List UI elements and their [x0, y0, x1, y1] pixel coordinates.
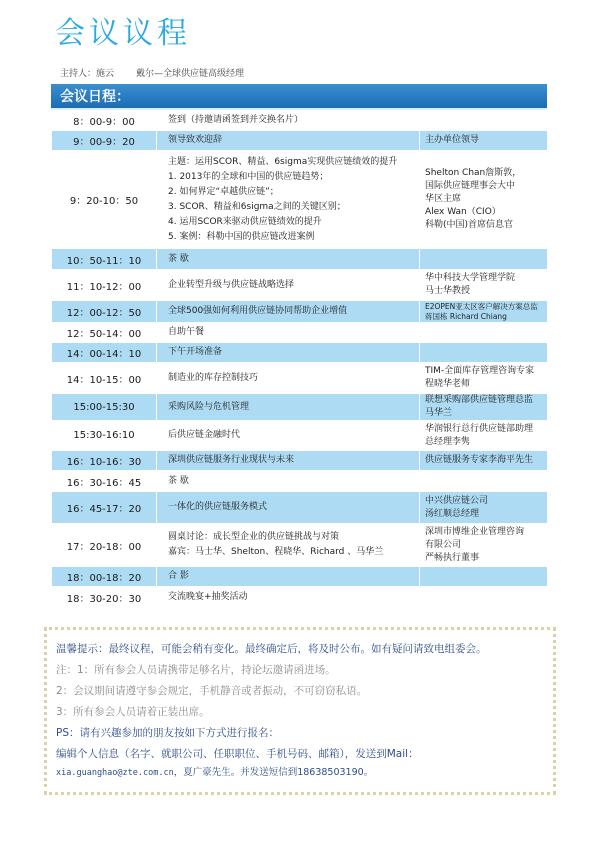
- topic-line: 1. 2013年的全球和中国的供应链趋势；: [168, 171, 329, 182]
- schedule-row: [52, 301, 548, 323]
- speaker-line: 严畅执行董事: [425, 552, 480, 563]
- speaker-line: 华中科技大学管理学院: [425, 273, 516, 283]
- row-time: 18：00-18：20: [52, 567, 157, 587]
- schedule-row: [52, 131, 548, 151]
- row-speaker: [420, 249, 548, 270]
- page-title: 会议议程: [55, 16, 191, 51]
- row-topic: [157, 587, 420, 608]
- row-speaker: [420, 421, 548, 451]
- row-topic: [157, 363, 420, 394]
- row-topic: [157, 301, 420, 323]
- row-speaker: [420, 567, 548, 587]
- speaker-line: 马士华教授: [425, 286, 471, 296]
- schedule-row: [52, 587, 548, 608]
- notes-contact: 编辑个人信息（名字、就职公司、任职职位、手机号码、邮箱），发送到Mail：: [56, 748, 419, 760]
- speaker-line: 华润银行总行供应链部助理: [425, 423, 534, 434]
- notes-email-line: [56, 766, 553, 780]
- topic-line: 自助午餐: [168, 327, 205, 337]
- row-topic: [157, 524, 420, 567]
- row-speaker: [420, 492, 548, 524]
- speaker-line: 华区主席: [425, 194, 462, 204]
- topic-line: 茶 歇: [168, 475, 189, 486]
- schedule-row: [52, 249, 548, 270]
- speaker-line: TIM-全面库存管理咨询专家: [425, 366, 535, 376]
- schedule-table: [51, 110, 548, 608]
- speaker-line: Shelton Chan詹斯敦，: [425, 168, 522, 178]
- schedule-row: [52, 323, 548, 343]
- host-label: 主持人：施云: [60, 69, 115, 79]
- schedule-row: [52, 363, 548, 394]
- row-speaker: [420, 451, 548, 471]
- schedule-row: [52, 524, 548, 567]
- schedule-row: [52, 567, 548, 587]
- schedule-row: [52, 471, 548, 492]
- speaker-line: 马华兰: [425, 408, 453, 418]
- row-time: 9：20-10：50: [52, 151, 157, 249]
- note-item-1: 注：1：所有参会人员请携带足够名片，持论坛邀请函进场。: [56, 664, 336, 676]
- row-time: 14：10-15：00: [52, 363, 157, 394]
- row-time: 17：20-18：00: [52, 524, 157, 567]
- row-topic: [157, 343, 420, 363]
- schedule-row: [52, 421, 548, 451]
- topic-line: 主题：运用SCOR、精益、6sigma实现供应链绩效的提升: [168, 156, 398, 167]
- schedule-section: [51, 84, 547, 608]
- topic-line: 深圳供应链服务行业现状与未来: [168, 455, 295, 465]
- row-topic: [157, 567, 420, 587]
- row-time: 9：00-9：20: [52, 131, 157, 151]
- topic-line: 5. 案例：科勒中国的供应链改进案例: [168, 231, 315, 242]
- topic-line: 茶 歇: [168, 253, 189, 264]
- row-time: 18：30-20：30: [52, 587, 157, 608]
- row-speaker: [420, 301, 548, 323]
- schedule-row: [52, 492, 548, 524]
- topic-line: 2. 如何界定“卓越供应链”；: [168, 186, 279, 197]
- speaker-line: E2OPEN亚太区客户解决方案总监: [425, 301, 538, 311]
- row-time: 8：00-9：00: [52, 111, 157, 131]
- row-time: 12：50-14：00: [52, 323, 157, 343]
- row-speaker: [420, 587, 548, 608]
- speaker-line: 中兴供应链公司: [425, 495, 489, 506]
- row-speaker: [420, 323, 548, 343]
- row-topic: [157, 131, 420, 151]
- host-title: 戴尔—全球供应链高级经理: [136, 69, 245, 79]
- row-time: 11：10-12：00: [52, 270, 157, 301]
- row-topic: [157, 421, 420, 451]
- row-topic: [157, 492, 420, 524]
- row-time: 12：00-12：50: [52, 301, 157, 323]
- row-time: 14：00-14：10: [52, 343, 157, 363]
- topic-line: 下午开场准备: [168, 347, 223, 357]
- speaker-line: 程晓华老师: [425, 379, 471, 389]
- row-topic: [157, 151, 420, 249]
- topic-line: 领导致欢迎辞: [168, 135, 223, 145]
- topic-line: 圆桌讨论：成长型企业的供应链挑战与对策: [168, 532, 340, 542]
- email-link[interactable]: xia.guanghao@zte.com.cn: [56, 768, 174, 778]
- topic-line: 全球500强如何利用供应链协同帮助企业增值: [168, 306, 348, 316]
- host-line: [60, 66, 244, 79]
- row-time: 16：30-16：45: [52, 471, 157, 492]
- topic-line: 交流晚宴+抽奖活动: [168, 591, 248, 602]
- row-time: 16：45-17：20: [52, 492, 157, 524]
- topic-line: 嘉宾：马士华、Shelton、程晓华、Richard 、马华兰: [168, 547, 384, 557]
- schedule-row: [52, 270, 548, 301]
- row-topic: [157, 394, 420, 421]
- speaker-line: 深圳市博维企业管理咨询: [425, 526, 525, 537]
- speaker-line: Alex Wan（CIO）: [425, 207, 501, 217]
- note-item-3: 3：所有参会人员请着正装出席。: [56, 706, 210, 718]
- schedule-row: [52, 343, 548, 363]
- row-topic: [157, 451, 420, 471]
- email-suffix: ，夏广豪先生。并发送短信到18638503190。: [173, 767, 374, 778]
- speaker-line: 供应链服务专家李海平先生: [425, 455, 534, 465]
- schedule-row: [52, 451, 548, 471]
- topic-line: 制造业的库存控制技巧: [168, 372, 259, 383]
- topic-line: 4. 运用SCOR来驱动供应链绩效的提升: [168, 216, 322, 227]
- row-topic: [157, 270, 420, 301]
- topic-line: 3. SCOR、精益和6sigma之间的关键区别；: [168, 201, 346, 212]
- speaker-line: 蒋国栋 Richard Chiang: [425, 311, 507, 321]
- topic-line: 后供应链金融时代: [168, 430, 241, 440]
- speaker-line: 联想采购部供应链管理总监: [425, 395, 534, 405]
- schedule-row: [52, 111, 548, 131]
- row-topic: [157, 323, 420, 343]
- row-speaker: [420, 151, 548, 249]
- row-speaker: [420, 524, 548, 567]
- speaker-line: 总经理李隽: [425, 436, 471, 447]
- row-topic: [157, 471, 420, 492]
- notes-box: [44, 627, 556, 795]
- topic-line: 合 影: [168, 571, 189, 581]
- notes-tip: 温馨提示：最终议程，可能会稍有变化。最终确定后，将及时公布。如有疑问请致电组委会。: [56, 643, 487, 655]
- row-topic: [157, 111, 420, 131]
- speaker-line: 汤红顺总经理: [425, 508, 480, 519]
- row-speaker: [420, 394, 548, 421]
- row-time: 16：10-16：30: [52, 451, 157, 471]
- topic-line: 企业转型升级与供应链战略选择: [168, 279, 295, 290]
- topic-line: 签到（持邀请函签到并交换名片）: [168, 115, 304, 125]
- topic-line: 一体化的供应链服务模式: [168, 502, 268, 512]
- row-time: 15:00-15:30: [52, 394, 157, 421]
- speaker-line: 科勒(中国)首席信息官: [425, 220, 514, 230]
- row-speaker: [420, 471, 548, 492]
- row-speaker: [420, 343, 548, 363]
- row-time: 15:30-16:10: [52, 421, 157, 451]
- row-speaker: [420, 270, 548, 301]
- speaker-line: 主办单位领导: [425, 135, 480, 145]
- schedule-header: 会议日程：: [51, 84, 547, 110]
- schedule-row: [52, 151, 548, 249]
- row-speaker: [420, 363, 548, 394]
- notes-ps: PS：请有兴趣参加的朋友按如下方式进行报名：: [56, 727, 279, 739]
- row-speaker: [420, 131, 548, 151]
- row-speaker: [420, 111, 548, 131]
- schedule-row: [52, 394, 548, 421]
- topic-line: 采购风险与危机管理: [168, 401, 250, 412]
- row-time: 10：50-11：10: [52, 249, 157, 270]
- speaker-line: 有限公司: [425, 539, 462, 550]
- note-item-2: 2：会议期间请遵守参会规定，手机静音或者振动，不可窃窃私语。: [56, 685, 368, 697]
- speaker-line: 国际供应链理事会大中: [425, 181, 516, 191]
- row-topic: [157, 249, 420, 270]
